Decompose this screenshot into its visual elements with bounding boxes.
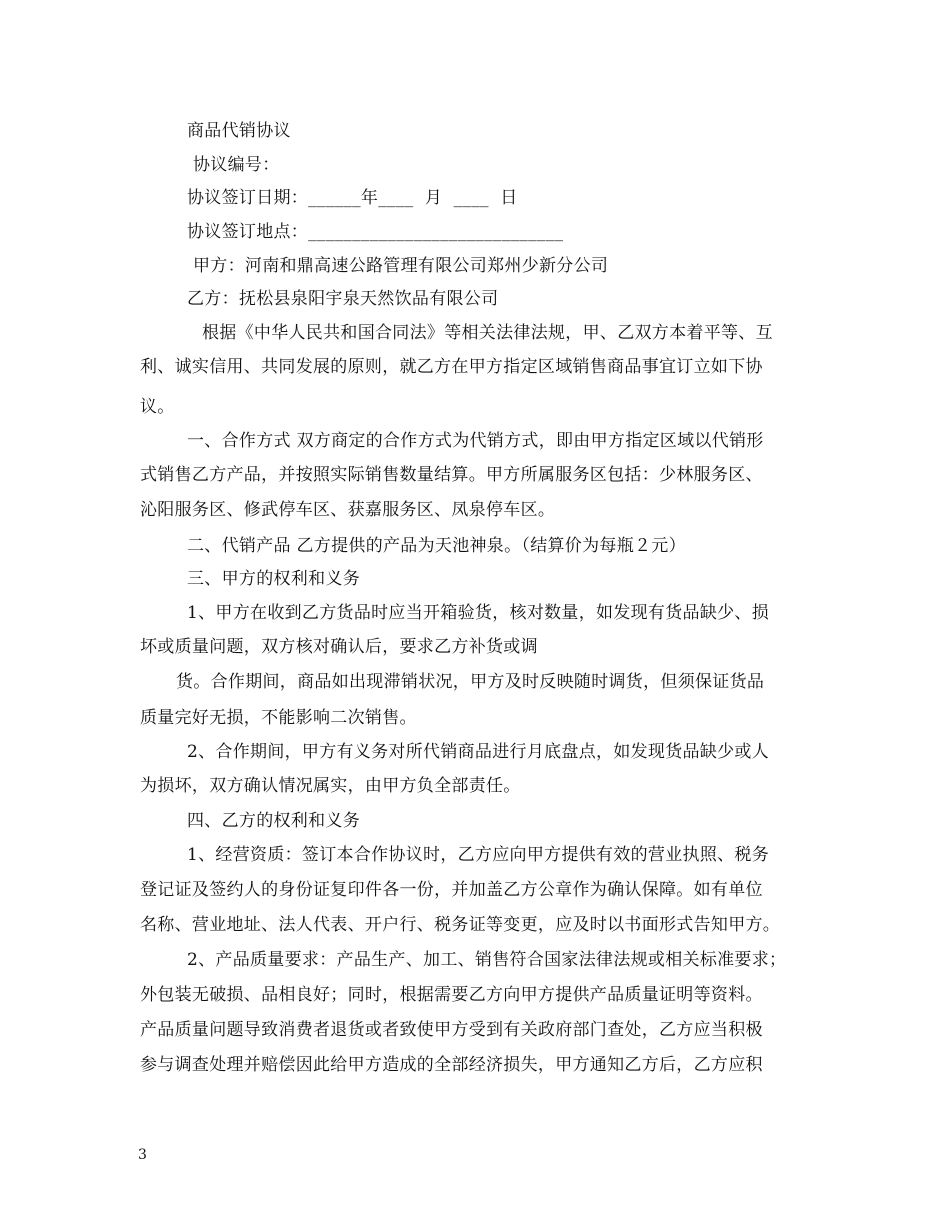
body-line: 质量完好无损，不能影响二次销售。: [140, 708, 417, 728]
sign-date-month: 月: [424, 188, 443, 208]
section-3-heading: 三、甲方的权利和义务: [187, 569, 360, 589]
sign-place-line: [187, 221, 563, 243]
sign-place-label: 协议签订地点：: [187, 222, 309, 242]
body-line: 议。: [140, 397, 175, 417]
body-line: 货。合作期间，商品如出现滞销状况，甲方及时反映随时调货，但须保证货品: [176, 672, 765, 692]
section-4-heading: 四、乙方的权利和义务: [187, 811, 360, 831]
body-line: 外包装无破损、品相良好；同时，根据需要乙方向甲方提供产品质量证明等资料。: [140, 985, 763, 1005]
body-line: 1、甲方在收到乙方货品时应当开箱验货，核对数量，如发现有货品缺少、损: [187, 603, 770, 623]
section-2-heading: 二、代销产品 乙方提供的产品为天池神泉。（结算价为每瓶２元）: [187, 536, 686, 556]
agreement-number-label: 协议编号：: [193, 155, 280, 175]
body-line: 坏或质量问题，双方核对确认后，要求乙方补货或调: [140, 637, 538, 657]
document-title: 商品代销协议: [187, 121, 291, 141]
body-line: 登记证及签约人的身份证复印件各一份，并加盖乙方公章作为确认保障。如有单位: [140, 880, 763, 900]
body-line: 参与调查处理并赔偿因此给甲方造成的全部经济损失，甲方通知乙方后，乙方应积: [140, 1055, 763, 1075]
body-line: 利、诚实信用、共同发展的原则，就乙方在甲方指定区域销售商品事宜订立如下协: [140, 357, 763, 377]
body-line: 名称、营业地址、法人代表、开户行、税务证等变更，应及时以书面形式告知甲方。: [140, 915, 781, 935]
body-line: 2、合作期间，甲方有义务对所代销商品进行月底盘点，如发现货品缺少或人: [187, 742, 770, 762]
body-line: 1、经营资质：签订本合作协议时，乙方应向甲方提供有效的营业执照、税务: [187, 845, 770, 865]
sign-date-month-blank: ____: [378, 188, 414, 208]
sign-date-day: 日: [500, 188, 518, 208]
body-line: 沁阳服务区、修武停车区、获嘉服务区、凤泉停车区。: [140, 500, 556, 520]
sign-date-year: 年: [360, 188, 379, 208]
page-number: 3: [138, 1147, 147, 1163]
sign-place-blank: _____________________________: [308, 222, 564, 242]
party-a: 甲方：河南和鼎高速公路管理有限公司郑州少新分公司: [193, 256, 609, 276]
sign-date-label: 协议签订日期：: [187, 188, 309, 208]
body-line: 为损坏，双方确认情况属实，由甲方负全部责任。: [140, 776, 521, 796]
sign-date-day-blank: ____: [453, 188, 489, 208]
sign-date-year-blank: ______: [308, 188, 361, 208]
sign-date-line: [187, 187, 518, 209]
body-line: 根据《中华人民共和国合同法》等相关法律法规，甲、乙双方本着平等、互: [202, 323, 773, 343]
body-line: 产品质量问题导致消费者退货或者致使甲方受到有关政府部门查处，乙方应当积极: [140, 1020, 763, 1040]
party-b: 乙方：抚松县泉阳宇泉天然饮品有限公司: [187, 289, 499, 309]
section-1-heading: 一、合作方式 双方商定的合作方式为代销方式，即由甲方指定区域以代销形: [187, 431, 764, 451]
body-line: 2、产品质量要求：产品生产、加工、销售符合国家法律法规或相关标准要求；: [187, 950, 787, 970]
body-line: 式销售乙方产品，并按照实际销售数量结算。甲方所属服务区包括：少林服务区、: [140, 465, 763, 485]
